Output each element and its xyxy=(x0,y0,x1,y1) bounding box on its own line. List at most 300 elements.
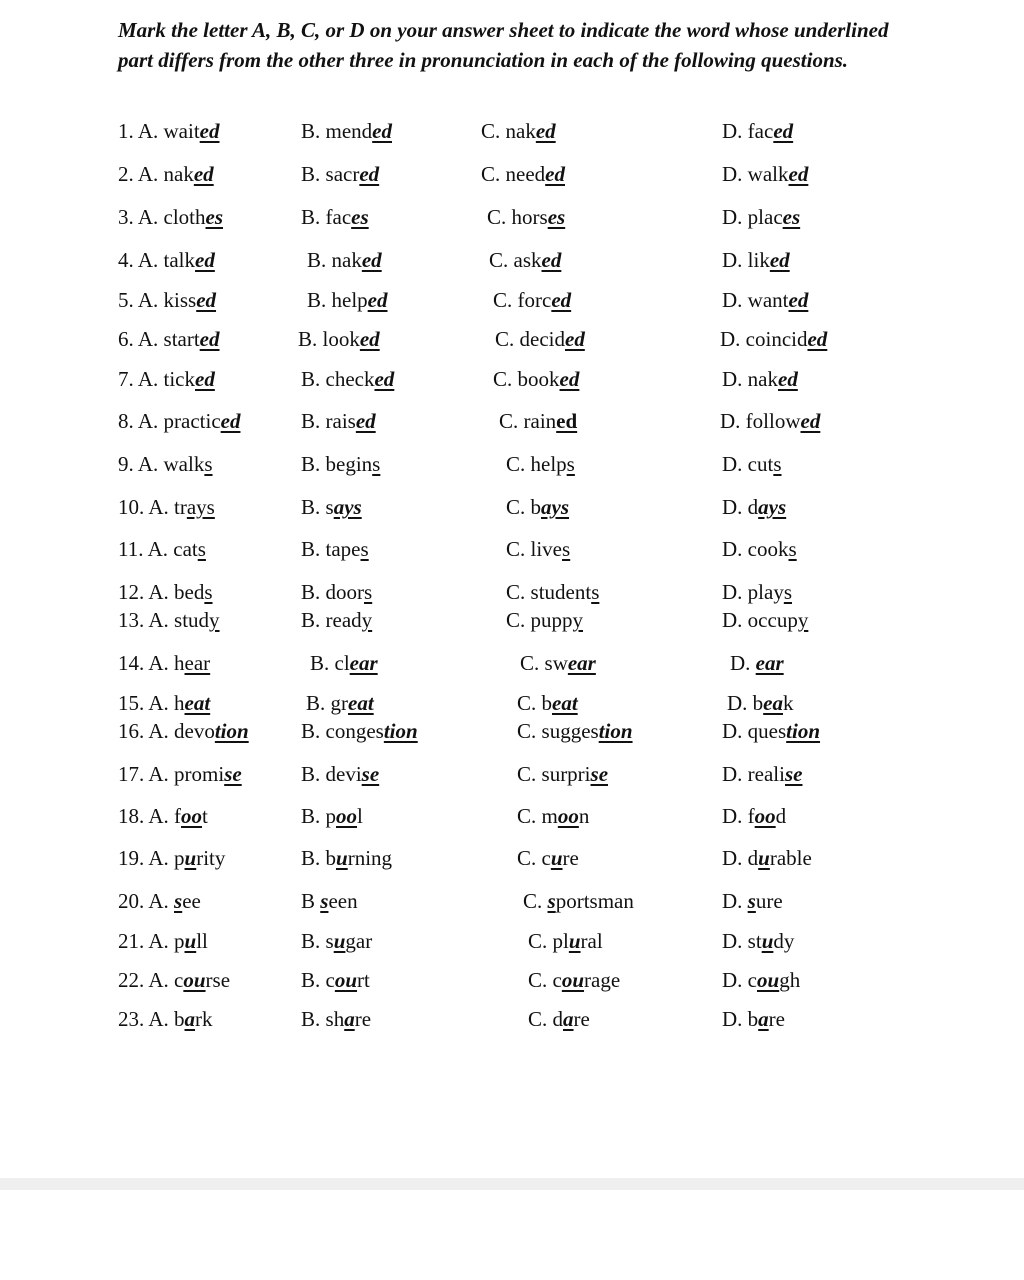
underlined-part: u xyxy=(336,846,348,870)
option-b xyxy=(307,246,382,274)
question-row-23 xyxy=(0,1005,1024,1033)
option-letter: B. xyxy=(301,367,321,391)
underlined-part: s xyxy=(788,537,797,561)
option-letter: C. xyxy=(528,929,548,953)
option-letter: B. xyxy=(301,846,321,870)
option-letter: C. xyxy=(506,495,526,519)
underlined-part: ed xyxy=(551,288,572,312)
option-a xyxy=(118,606,220,634)
option-letter: C. xyxy=(506,608,526,632)
question-row-16 xyxy=(0,717,1024,745)
word-part: cook xyxy=(747,537,789,561)
question-row-3 xyxy=(0,203,1024,231)
option-letter: D. xyxy=(722,367,743,391)
underlined-part: ed xyxy=(807,327,828,351)
word-part: surpri xyxy=(541,762,591,786)
word-part: gr xyxy=(330,691,349,715)
word-part: practic xyxy=(163,409,221,433)
option-letter: A. xyxy=(148,889,169,913)
option-letter: C. xyxy=(523,889,543,913)
word-part: play xyxy=(747,580,784,604)
word-part: een xyxy=(328,889,358,913)
word-part: student xyxy=(530,580,592,604)
underlined-part: eat xyxy=(184,691,211,715)
option-letter: A. xyxy=(148,691,169,715)
underlined-part: ed xyxy=(374,367,395,391)
underlined-part: es xyxy=(351,205,369,229)
option-a xyxy=(118,203,223,231)
word-part: h xyxy=(174,691,185,715)
underlined-part: se xyxy=(224,762,242,786)
underlined-part: ed xyxy=(769,248,790,272)
word-part: walk xyxy=(747,162,789,186)
underlined-part: y xyxy=(209,608,220,632)
word-part: b xyxy=(530,495,542,519)
instructions: Mark the letter A, B, C, or D on your answer sheet to indicate the word whose underlined part differs from the other three in pronunciation in each of the following questions. xyxy=(118,18,889,72)
option-letter: B. xyxy=(307,248,327,272)
underlined-part: tion xyxy=(598,719,633,743)
word-part: cut xyxy=(747,452,774,476)
option-letter: D. xyxy=(722,580,743,604)
option-b xyxy=(301,203,369,231)
word-part: nak xyxy=(505,119,536,143)
question-number: 16. xyxy=(118,719,145,743)
word-part: c xyxy=(325,968,335,992)
word-part: l xyxy=(357,804,363,828)
option-letter: A. xyxy=(137,288,159,312)
option-letter: C. xyxy=(528,968,548,992)
word-part: s xyxy=(325,495,334,519)
option-letter: D. xyxy=(722,288,743,312)
word-part: look xyxy=(322,327,360,351)
option-letter: C. xyxy=(499,409,519,433)
underlined-part: s xyxy=(174,889,183,913)
underlined-part: s xyxy=(566,452,575,476)
underlined-part: se xyxy=(590,762,609,786)
option-a xyxy=(118,246,215,274)
underlined-part: ays xyxy=(758,495,787,519)
word-part: d xyxy=(747,846,759,870)
option-c xyxy=(506,535,570,563)
option-a xyxy=(118,844,225,872)
underlined-part: ed xyxy=(778,367,798,391)
word-part: re xyxy=(768,1007,785,1031)
option-a xyxy=(118,689,210,717)
underlined-part: ou xyxy=(561,968,585,992)
word-part: d xyxy=(775,804,787,828)
underlined-part: ou xyxy=(334,968,358,992)
word-part: live xyxy=(530,537,563,561)
word-part: cloth xyxy=(163,205,206,229)
underlined-part: s xyxy=(372,452,381,476)
underlined-part: y xyxy=(797,608,809,632)
word-part: d xyxy=(747,495,759,519)
option-d xyxy=(722,578,792,606)
option-b xyxy=(301,450,380,478)
option-c xyxy=(517,760,608,788)
option-d xyxy=(722,365,798,393)
underlined-part: u xyxy=(184,929,197,953)
word-part: talk xyxy=(163,248,196,272)
option-letter: D. xyxy=(722,495,743,519)
underlined-part: tion xyxy=(383,719,418,743)
option-letter: D. xyxy=(722,762,743,786)
option-c xyxy=(489,246,561,274)
option-d xyxy=(722,450,782,478)
underlined-part: ed xyxy=(195,367,215,391)
option-letter: B. xyxy=(301,1007,321,1031)
underlined-part: ays xyxy=(541,495,570,519)
question-number: 2. xyxy=(118,162,134,186)
word-part: follow xyxy=(745,409,801,433)
word-part: fac xyxy=(325,205,352,229)
underlined-part: s xyxy=(562,537,571,561)
option-b xyxy=(301,887,358,915)
underlined-part: ed xyxy=(359,327,380,351)
option-letter: A. xyxy=(137,248,159,272)
option-letter: D. xyxy=(722,248,743,272)
question-number: 6. xyxy=(118,327,134,351)
word-part: forc xyxy=(517,288,552,312)
word-part: k xyxy=(783,691,794,715)
option-c xyxy=(493,286,571,314)
option-d xyxy=(722,1005,785,1033)
option-a xyxy=(118,407,240,435)
option-letter: B. xyxy=(298,327,318,351)
option-c xyxy=(481,160,565,188)
underlined-part: s xyxy=(204,580,213,604)
word-part: rse xyxy=(205,968,231,992)
option-letter: C. xyxy=(517,762,537,786)
option-letter: A. xyxy=(137,327,159,351)
option-d xyxy=(727,689,794,717)
word-part: nak xyxy=(163,162,194,186)
underlined-part: ed xyxy=(355,409,376,433)
option-letter: C. xyxy=(493,288,513,312)
question-row-18 xyxy=(0,802,1024,830)
option-a xyxy=(118,649,210,677)
word-part: help xyxy=(331,288,368,312)
underlined-part: tion xyxy=(786,719,821,743)
option-b xyxy=(301,578,372,606)
underlined-part: s xyxy=(783,580,793,604)
underlined-part: eat xyxy=(552,691,578,715)
word-part: rk xyxy=(195,1007,213,1031)
underlined-part: ed xyxy=(199,327,220,351)
word-part: d xyxy=(552,1007,564,1031)
option-d xyxy=(720,407,820,435)
underlined-part: ed xyxy=(800,409,821,433)
underlined-part: ed xyxy=(199,119,220,143)
option-b xyxy=(301,717,418,745)
question-row-11 xyxy=(0,535,1024,563)
word-part: gh xyxy=(779,968,801,992)
question-row-1 xyxy=(0,117,1024,145)
word-part: pl xyxy=(552,929,569,953)
underlined-part: s xyxy=(773,452,782,476)
question-row-5 xyxy=(0,286,1024,314)
option-d xyxy=(722,535,797,563)
word-part: p xyxy=(174,846,185,870)
option-letter: C. xyxy=(517,846,537,870)
question-row-21 xyxy=(0,927,1024,955)
option-d xyxy=(722,887,783,915)
question-row-19 xyxy=(0,844,1024,872)
option-letter: D. xyxy=(720,327,741,351)
question-row-7 xyxy=(0,365,1024,393)
option-letter: A. xyxy=(148,495,169,519)
option-letter: A. xyxy=(148,804,169,828)
option-c xyxy=(523,887,634,915)
option-letter: B. xyxy=(301,452,321,476)
word-part: stud xyxy=(174,608,210,632)
underlined-part: se xyxy=(361,762,380,786)
underlined-part: es xyxy=(205,205,224,229)
word-part: gar xyxy=(345,929,373,953)
question-number: 23. xyxy=(118,1007,145,1031)
question-number: 13. xyxy=(118,608,145,632)
option-letter: B. xyxy=(306,691,326,715)
option-b xyxy=(301,535,369,563)
word-part: re xyxy=(562,846,579,870)
word-part: b xyxy=(325,846,337,870)
option-letter: B xyxy=(301,889,316,913)
word-part: wait xyxy=(163,119,200,143)
option-letter: C. xyxy=(506,537,526,561)
word-part: mend xyxy=(325,119,373,143)
option-letter: B. xyxy=(301,719,321,743)
option-a xyxy=(118,117,220,145)
question-number: 15. xyxy=(118,691,145,715)
word-part: door xyxy=(325,580,365,604)
option-letter: A. xyxy=(148,608,169,632)
underlined-part: oo xyxy=(754,804,776,828)
option-c xyxy=(493,365,579,393)
option-letter: B. xyxy=(301,608,321,632)
question-number: 17. xyxy=(118,762,145,786)
option-letter: B. xyxy=(301,409,321,433)
word-part: sh xyxy=(325,1007,345,1031)
word-part: c xyxy=(552,968,562,992)
option-c xyxy=(481,117,556,145)
word-part: f xyxy=(174,804,182,828)
underlined-part: ed xyxy=(565,327,585,351)
word-part: sugges xyxy=(541,719,599,743)
option-letter: D. xyxy=(722,162,743,186)
option-a xyxy=(118,802,208,830)
option-b xyxy=(301,966,370,994)
option-b xyxy=(301,802,363,830)
question-number: 14. xyxy=(118,651,145,675)
option-b xyxy=(301,493,362,521)
underlined-part: ed xyxy=(372,119,392,143)
option-c xyxy=(506,493,569,521)
word-part: occup xyxy=(747,608,798,632)
underlined-part: s xyxy=(197,537,206,561)
question-number: 4. xyxy=(118,248,134,272)
option-c xyxy=(517,802,589,830)
underlined-part: s xyxy=(547,889,556,913)
option-b xyxy=(301,606,372,634)
option-letter: B. xyxy=(301,929,321,953)
option-letter: A. xyxy=(147,537,168,561)
option-letter: D. xyxy=(722,929,743,953)
question-number: 11. xyxy=(118,537,144,561)
option-d xyxy=(722,802,786,830)
word-part: rt xyxy=(357,968,370,992)
underlined-part: tion xyxy=(214,719,249,743)
option-letter: B. xyxy=(301,804,321,828)
word-part: help xyxy=(530,452,567,476)
underlined-part: s xyxy=(364,580,373,604)
word-part: tr xyxy=(174,495,187,519)
option-letter: A. xyxy=(148,968,169,992)
word-part: b xyxy=(541,691,553,715)
option-a xyxy=(118,493,215,521)
option-letter: A. xyxy=(137,367,159,391)
question-row-8 xyxy=(0,407,1024,435)
underlined-part: ed xyxy=(195,248,215,272)
underlined-part: se xyxy=(784,762,803,786)
underlined-part: u xyxy=(184,846,197,870)
word-part: rning xyxy=(347,846,393,870)
word-part: check xyxy=(325,367,375,391)
question-number: 3. xyxy=(118,205,134,229)
option-letter: B. xyxy=(301,495,321,519)
word-part: b xyxy=(752,691,764,715)
option-b xyxy=(310,649,378,677)
option-b xyxy=(301,117,392,145)
word-part: p xyxy=(325,804,337,828)
word-part: m xyxy=(541,804,558,828)
question-row-2 xyxy=(0,160,1024,188)
underlined-part: a xyxy=(758,1007,769,1031)
underlined-part: s xyxy=(747,889,756,913)
option-letter: D. xyxy=(722,537,743,561)
underlined-part: y xyxy=(572,608,584,632)
question-row-13 xyxy=(0,606,1024,634)
word-part: ques xyxy=(747,719,787,743)
option-d xyxy=(722,286,808,314)
option-a xyxy=(118,535,206,563)
option-d xyxy=(722,606,808,634)
option-letter: D. xyxy=(722,804,743,828)
question-number: 1. xyxy=(118,119,134,143)
option-letter: C. xyxy=(481,119,501,143)
word-part: bed xyxy=(174,580,205,604)
underlined-part: ays xyxy=(333,495,362,519)
option-c xyxy=(528,927,603,955)
word-part: promi xyxy=(174,762,225,786)
option-letter: B. xyxy=(301,162,321,186)
underlined-part: ed xyxy=(220,409,241,433)
option-letter: D. xyxy=(727,691,748,715)
option-letter: A. xyxy=(148,651,169,675)
option-d xyxy=(722,760,802,788)
word-part: want xyxy=(747,288,789,312)
word-part: rais xyxy=(325,409,356,433)
question-number: 22. xyxy=(118,968,145,992)
underlined-part: ou xyxy=(757,968,780,992)
option-a xyxy=(118,325,220,353)
option-letter: D. xyxy=(722,719,743,743)
underlined-part: a xyxy=(184,1007,196,1031)
question-number: 19. xyxy=(118,846,145,870)
question-number: 8. xyxy=(118,409,134,433)
option-a xyxy=(118,887,201,915)
option-letter: A. xyxy=(148,719,169,743)
option-letter: B. xyxy=(301,205,321,229)
word-part: c xyxy=(541,846,551,870)
word-part: ral xyxy=(580,929,603,953)
underlined-part: ed xyxy=(541,248,562,272)
option-c xyxy=(495,325,585,353)
option-letter: A. xyxy=(148,846,169,870)
word-part: pupp xyxy=(530,608,573,632)
option-letter: C. xyxy=(487,205,507,229)
option-a xyxy=(118,966,230,994)
word-part: st xyxy=(747,929,762,953)
option-b xyxy=(301,407,376,435)
option-b xyxy=(298,325,380,353)
option-letter: D. xyxy=(722,968,743,992)
option-letter: C. xyxy=(506,580,526,604)
word-part: book xyxy=(517,367,560,391)
option-letter: D. xyxy=(720,409,741,433)
question-number: 5. xyxy=(118,288,134,312)
option-c xyxy=(517,689,578,717)
option-b xyxy=(306,689,374,717)
word-part: tape xyxy=(325,537,361,561)
underlined-part: ed xyxy=(367,288,388,312)
word-part: f xyxy=(747,804,755,828)
word-part: rable xyxy=(769,846,812,870)
option-d xyxy=(722,844,812,872)
word-part: b xyxy=(747,1007,759,1031)
word-part: kiss xyxy=(163,288,197,312)
question-row-12 xyxy=(0,578,1024,606)
underlined-part: ed xyxy=(788,288,809,312)
option-c xyxy=(506,450,575,478)
underlined-part: s xyxy=(591,580,600,604)
option-letter: C. xyxy=(489,248,509,272)
option-a xyxy=(118,927,208,955)
option-letter: A. xyxy=(148,762,169,786)
option-letter: C. xyxy=(517,691,537,715)
option-letter: B. xyxy=(310,651,330,675)
option-b xyxy=(301,1005,371,1033)
option-letter: B. xyxy=(301,119,321,143)
word-part: fac xyxy=(747,119,774,143)
option-letter: A. xyxy=(137,119,159,143)
word-part: re xyxy=(573,1007,590,1031)
option-letter: A. xyxy=(137,162,159,186)
word-part: sw xyxy=(544,651,568,675)
word-part: need xyxy=(505,162,546,186)
underlined-part: oo xyxy=(336,804,358,828)
option-d xyxy=(722,160,808,188)
question-number: 18. xyxy=(118,804,145,828)
underlined-part: u xyxy=(568,929,581,953)
option-letter: D. xyxy=(722,889,743,913)
option-letter: C. xyxy=(493,367,513,391)
word-part: h xyxy=(174,651,185,675)
option-letter: A. xyxy=(148,580,169,604)
option-letter: C. xyxy=(528,1007,548,1031)
option-letter: C. xyxy=(520,651,540,675)
option-a xyxy=(118,760,242,788)
underlined-part: ed xyxy=(559,367,580,391)
